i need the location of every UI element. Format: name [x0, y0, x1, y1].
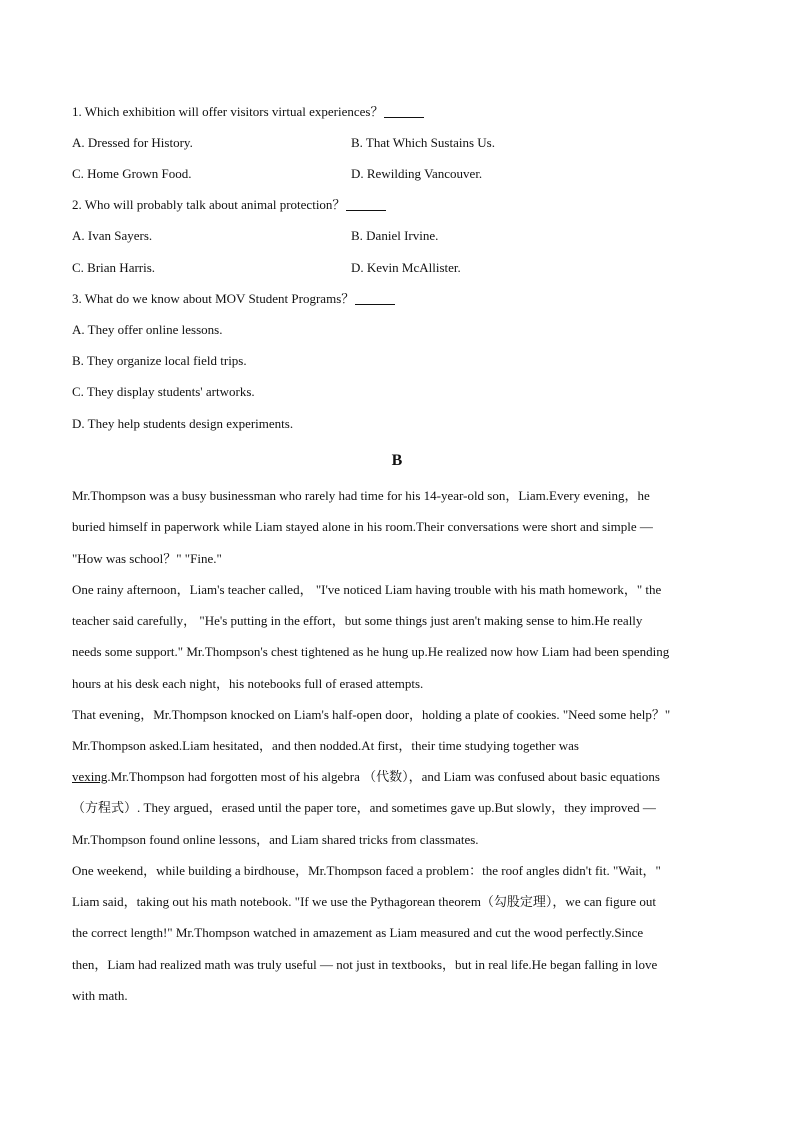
passage-line: Mr.Thompson was a busy businessman who rarely had time for his 14-year-old son，Liam.Every evening，he [72, 488, 650, 503]
question-2-option-a: A. Ivan Sayers. [72, 228, 153, 243]
passage-line-rest: .Mr.Thompson had forgotten most of his algebra （代数），and Liam was confused about basic equations [107, 769, 660, 784]
passage-line: then，Liam had realized math was truly useful — not just in textbooks，but in real life.He began falling in love [72, 957, 658, 972]
question-1-option-c: C. Home Grown Food. [72, 166, 192, 181]
answer-blank [346, 198, 386, 211]
question-2-stem [72, 196, 386, 214]
passage-line: One weekend，while building a birdhouse，Mr.Thompson faced a problem：the roof angles didn't fit. "Wait，" [72, 863, 661, 878]
answer-blank [384, 105, 424, 118]
question-3-option-a: A. They offer online lessons. [72, 322, 223, 337]
question-2-option-c: C. Brian Harris. [72, 260, 156, 275]
passage-line: Mr.Thompson asked.Liam hesitated，and then nodded.At first，their time studying together was [72, 738, 579, 753]
passage-line: Mr.Thompson found online lessons，and Liam shared tricks from classmates. [72, 832, 479, 847]
passage-line: That evening，Mr.Thompson knocked on Liam's half-open door，holding a plate of cookies. "Need some help？" [72, 707, 671, 722]
section-heading: B [391, 452, 403, 469]
question-3-stem [72, 290, 395, 308]
passage-line: One rainy afternoon，Liam's teacher called， "I've noticed Liam having trouble with his math homework，" the [72, 582, 662, 597]
passage-line: "How was school？" "Fine." [72, 551, 222, 566]
passage-line: needs some support." Mr.Thompson's chest tightened as he hung up.He realized now how Liam had been spending [72, 644, 670, 659]
question-3-option-c: C. They display students' artworks. [72, 384, 255, 399]
answer-blank [355, 292, 395, 305]
question-3-option-d: D. They help students design experiments. [72, 416, 294, 431]
question-stem-text: 1. Which exhibition will offer visitors virtual experiences？ [72, 104, 384, 119]
passage-line: buried himself in paperwork while Liam stayed alone in his room.Their conversations were short and simple — [72, 519, 653, 534]
question-2-option-d: D. Kevin McAllister. [351, 260, 461, 275]
question-stem-text: 3. What do we know about MOV Student Programs？ [72, 291, 355, 306]
underlined-word: vexing [72, 769, 108, 784]
passage-line: the correct length!" Mr.Thompson watched in amazement as Liam measured and cut the wood perfectly.Since [72, 925, 644, 940]
passage-line: teacher said carefully， "He's putting in the effort，but some things just aren't making sense to him.He really [72, 613, 643, 628]
passage-line: with math. [72, 988, 128, 1003]
passage-line: （方程式）. They argued，erased until the paper tore，and sometimes gave up.But slowly，they improved — [72, 800, 656, 815]
passage-line: Liam said，taking out his math notebook. "If we use the Pythagorean theorem（勾股定理），we can figure out [72, 894, 657, 909]
question-1-option-d: D. Rewilding Vancouver. [351, 166, 483, 181]
question-2-option-b: B. Daniel Irvine. [351, 228, 439, 243]
question-3-option-b: B. They organize local field trips. [72, 353, 247, 368]
question-stem-text: 2. Who will probably talk about animal protection？ [72, 197, 346, 212]
question-1-option-a: A. Dressed for History. [72, 135, 193, 150]
question-1-stem [72, 103, 424, 121]
question-1-option-b: B. That Which Sustains Us. [351, 135, 495, 150]
passage-line: hours at his desk each night，his notebooks full of erased attempts. [72, 676, 424, 691]
passage-line [72, 768, 660, 786]
